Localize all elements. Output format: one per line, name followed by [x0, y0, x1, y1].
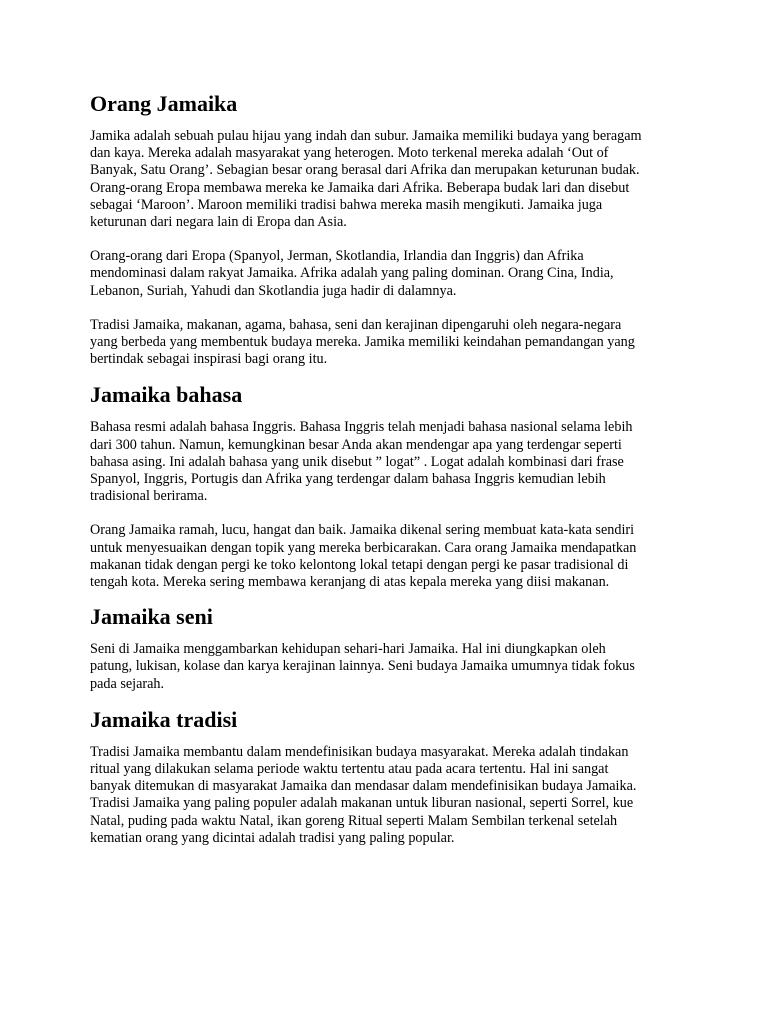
- text-line: tengah kota. Mereka sering membawa keranjang di atas kepala mereka yang diisi makanan.: [90, 574, 610, 591]
- paragraph-people: [90, 522, 690, 591]
- text-line: sebagai ‘Maroon’. Maroon memiliki tradisi bahwa mereka masih mengikuti. Jamaika juga: [90, 196, 603, 213]
- paragraph-language: [90, 419, 690, 505]
- text-line: Lebanon, Suriah, Yahudi dan Skotlandia juga hadir di dalamnya.: [90, 282, 457, 299]
- text-line: Orang-orang Eropa membawa mereka ke Jamaika dari Afrika. Beberapa budak lari dan disebut: [90, 179, 630, 196]
- text-line: patung, lukisan, kolase dan karya kerajinan lainnya. Seni budaya Jamaika umumnya tidak fokus: [90, 658, 635, 675]
- text-line: Spanyol, Inggris, Portugis dan Afrika yang terdengar dalam bahasa Inggris kemudian lebih: [90, 471, 606, 488]
- text-line: Seni di Jamaika menggambarkan kehidupan sehari-hari Jamaika. Hal ini diungkapkan oleh: [90, 641, 606, 658]
- text-line: kematian orang yang dicintai adalah tradisi yang paling popular.: [90, 829, 455, 846]
- text-line: bertindak sebagai inspirasi bagi orang itu.: [90, 351, 328, 368]
- text-line: mendominasi dalam rakyat Jamaika. Afrika adalah yang paling dominan. Orang Cina, India,: [90, 265, 614, 282]
- text-line: Tradisi Jamaika membantu dalam mendefinisikan budaya masyarakat. Mereka adalah tindakan: [90, 743, 629, 760]
- text-line: makanan tidak dengan pergi ke toko kelontong lokal tetapi dengan pergi ke pasar tradisional di: [90, 556, 629, 573]
- section-heading-bahasa: Jamaika bahasa: [90, 382, 243, 408]
- text-line: dan kaya. Mereka adalah masyarakat yang heterogen. Moto terkenal mereka adalah ‘Out of: [90, 145, 609, 162]
- section-heading-seni: Jamaika seni: [90, 604, 213, 630]
- text-line: yang berbeda yang membentuk budaya mereka. Jamika memiliki keindahan pemandangan yang: [90, 334, 635, 351]
- paragraph-population: [90, 248, 690, 300]
- paragraph-intro: [90, 128, 690, 231]
- text-line: Orang-orang dari Eropa (Spanyol, Jerman, Skotlandia, Irlandia dan Inggris) dan Afrika: [90, 248, 584, 265]
- text-line: untuk menyesuaikan dengan topik yang mereka berbicarakan. Cara orang Jamaika mendapatkan: [90, 539, 637, 556]
- text-line: banyak ditemukan di masyarakat Jamaika dan mendasar dalam mendefinisikan budaya Jamaika.: [90, 778, 637, 795]
- text-line: bahasa asing. Ini adalah bahasa yang unik disebut ” logat” . Logat adalah kombinasi dari frase: [90, 453, 624, 470]
- paragraph-art: [90, 641, 690, 693]
- text-line: pada sejarah.: [90, 675, 165, 692]
- text-line: ritual yang dilakukan selama periode waktu tertentu atau pada acara tertentu. Hal ini sangat: [90, 761, 609, 778]
- text-line: Banyak, Satu Orang’. Sebagian besar orang berasal dari Afrika dan merupakan keturunan budak.: [90, 162, 640, 179]
- text-line: Tradisi Jamaika, makanan, agama, bahasa, seni dan kerajinan dipengaruhi oleh negara-negara: [90, 316, 622, 333]
- text-line: Orang Jamaika ramah, lucu, hangat dan baik. Jamaika dikenal sering membuat kata-kata sendiri: [90, 522, 635, 539]
- text-line: Jamika adalah sebuah pulau hijau yang indah dan subur. Jamaika memiliki budaya yang beragam: [90, 128, 642, 144]
- text-line: Bahasa resmi adalah bahasa Inggris. Bahasa Inggris telah menjadi bahasa nasional selama lebih: [90, 419, 633, 436]
- text-line: Natal, puding pada waktu Natal, ikan goreng Ritual seperti Malam Sembilan terkenal setelah: [90, 812, 618, 829]
- text-line: tradisional berirama.: [90, 488, 208, 505]
- text-line: Tradisi Jamaika yang paling populer adalah makanan untuk liburan nasional, seperti Sorrel, kue: [90, 795, 634, 812]
- text-line: keturunan dari negara lain di Eropa dan Asia.: [90, 214, 347, 231]
- text-line: dari 300 tahun. Namun, kemungkinan besar Anda akan mendengar apa yang terdengar seperti: [90, 436, 622, 453]
- document-page: [90, 0, 690, 847]
- section-heading-tradisi: Jamaika tradisi: [90, 706, 238, 732]
- paragraph-influences: [90, 317, 690, 369]
- page-title: Orang Jamaika: [90, 91, 238, 116]
- paragraph-tradition: [90, 744, 690, 847]
